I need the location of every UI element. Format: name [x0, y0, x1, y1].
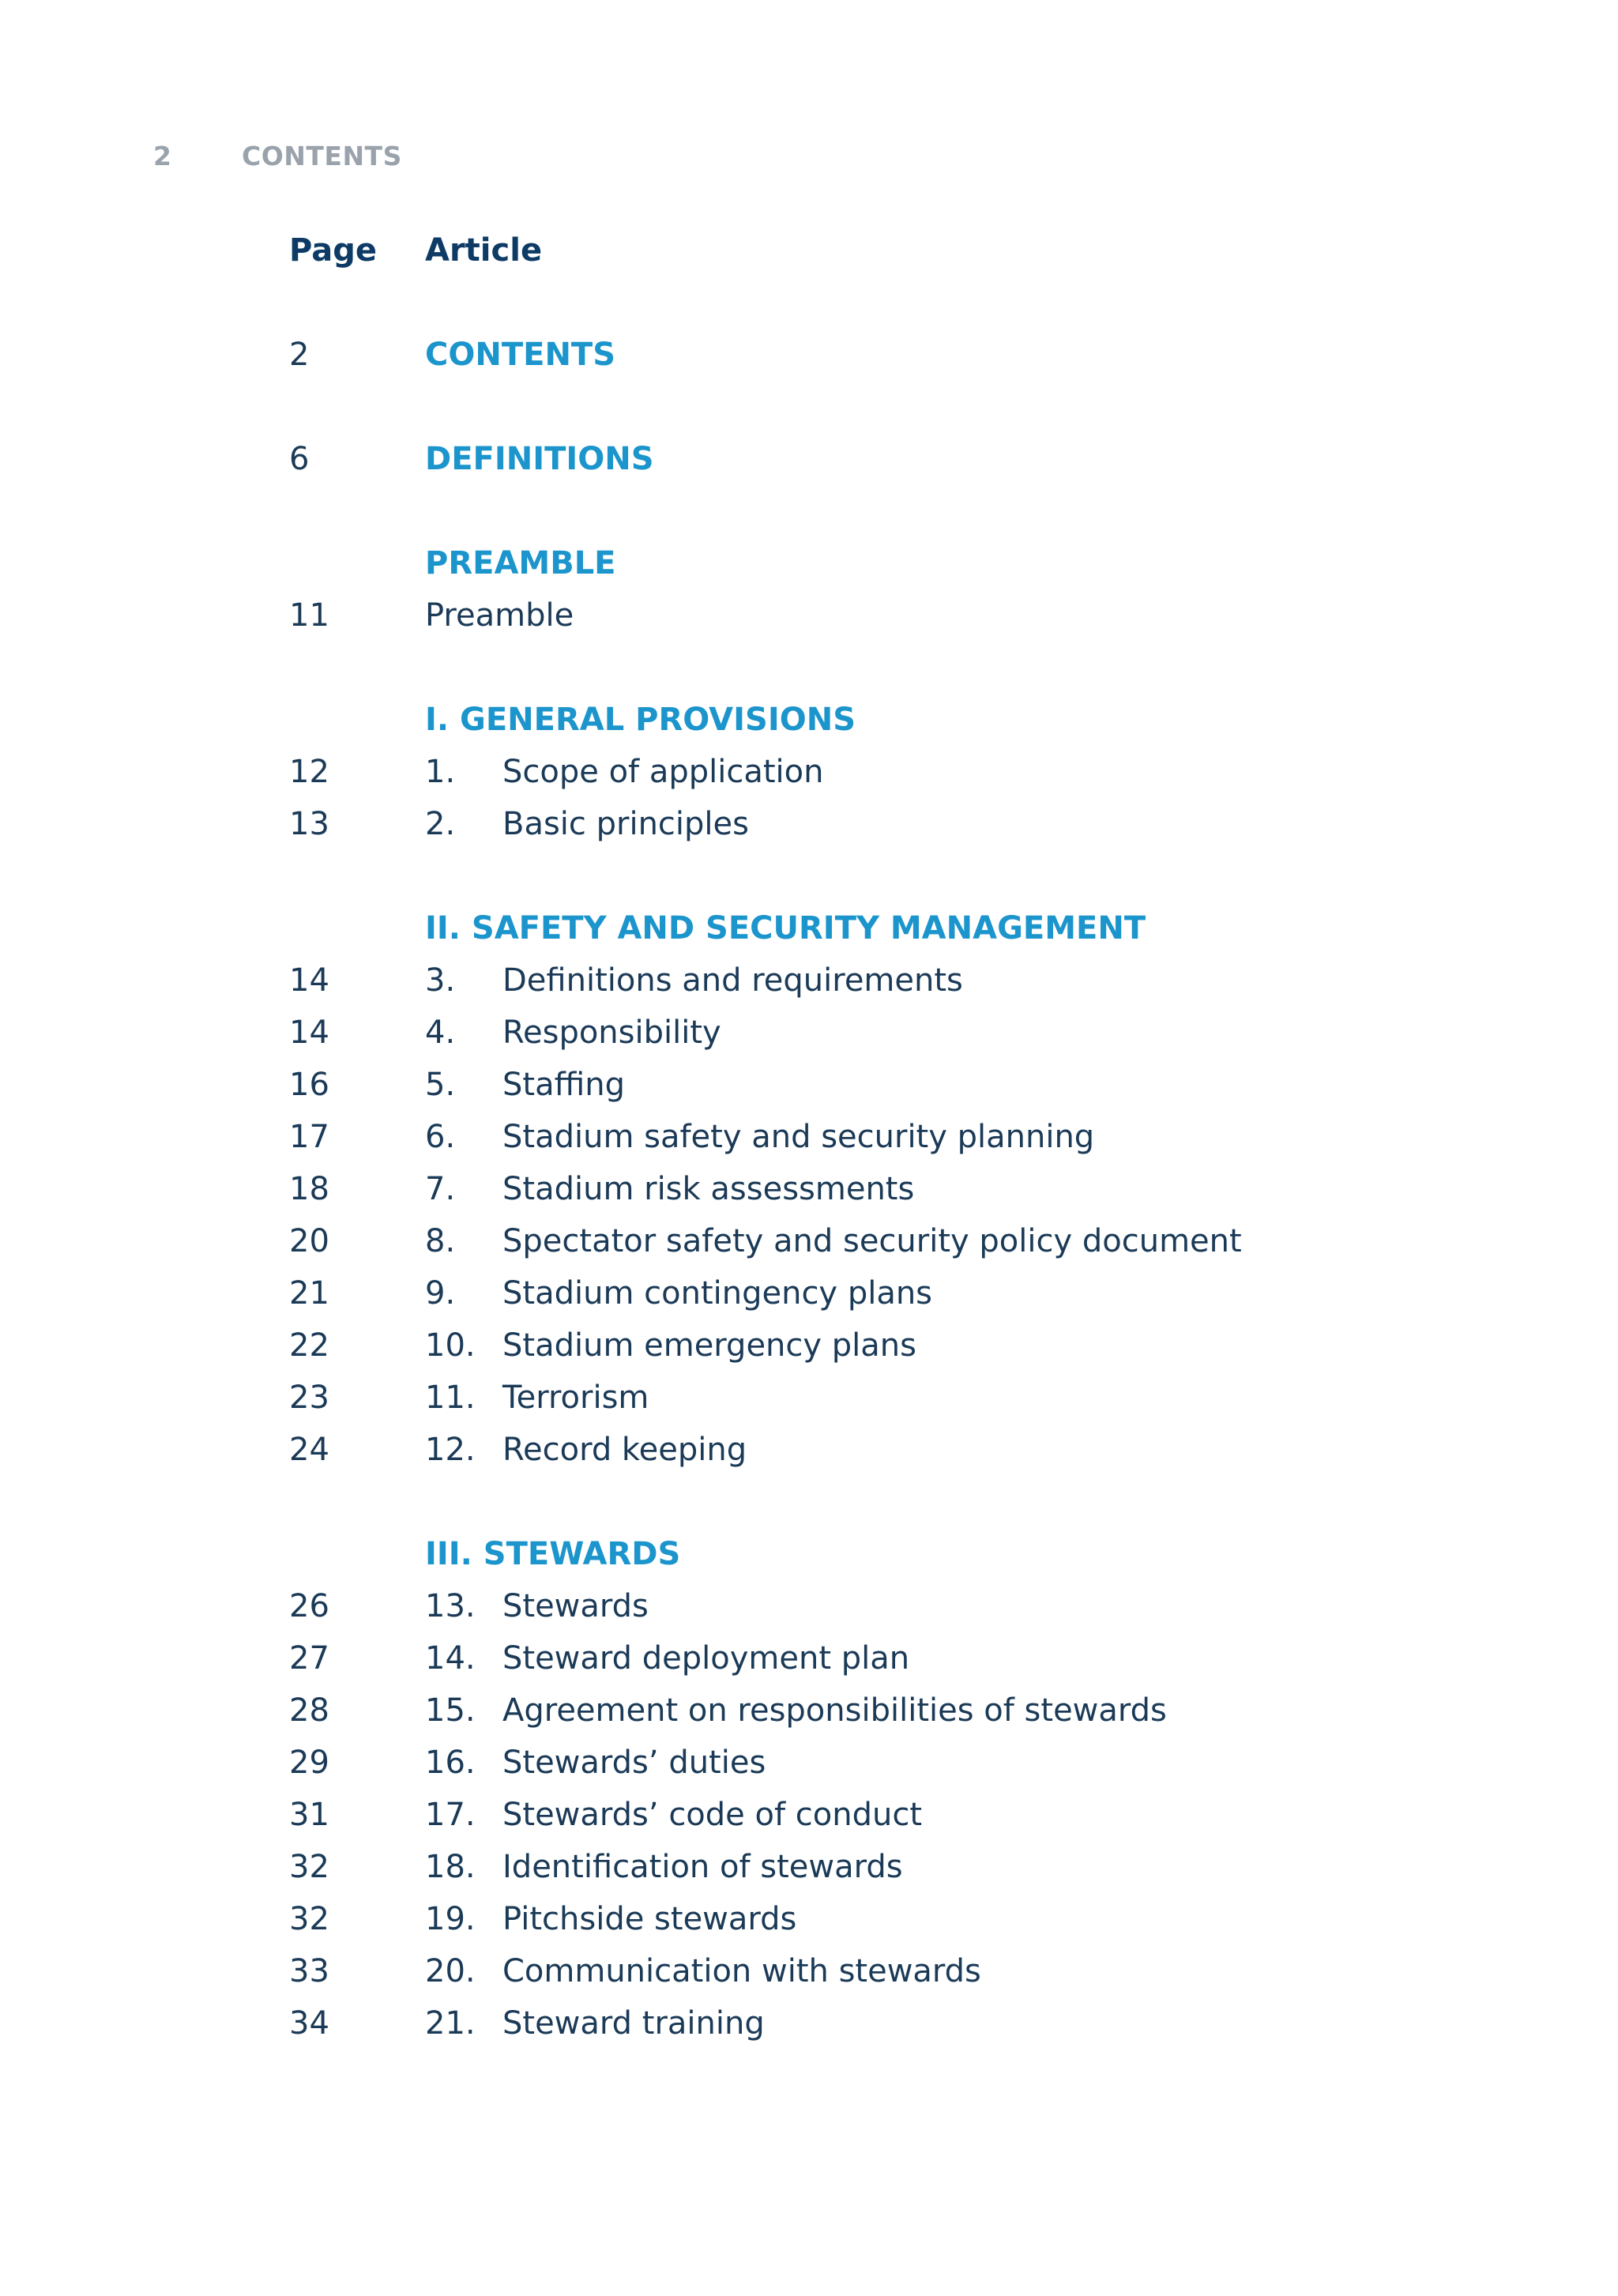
toc-entry-title[interactable]: Record keeping	[502, 1432, 747, 1468]
toc-page-number: 13	[289, 806, 329, 842]
toc-page-number: 29	[289, 1745, 329, 1781]
toc-entry-title[interactable]: Definitions and requirements	[502, 962, 963, 999]
toc-entry-title[interactable]: Scope of application	[502, 754, 824, 790]
toc-entry-title[interactable]: Spectator safety and security policy document	[502, 1223, 1242, 1259]
toc-page-number: 31	[289, 1797, 329, 1833]
article-number: 21.	[425, 2005, 476, 2042]
toc-page-number: 6	[289, 441, 310, 477]
toc-page-number: 28	[289, 1692, 329, 1729]
article-number: 17.	[425, 1797, 476, 1833]
toc-page-number: 27	[289, 1640, 329, 1677]
toc-page-number: 34	[289, 2005, 329, 2042]
toc-column-headers	[289, 224, 1522, 277]
toc-page-number: 20	[289, 1223, 329, 1259]
toc-entry[interactable]	[289, 1111, 1522, 1163]
article-number: 19.	[425, 1901, 476, 1937]
toc-page-number: 11	[289, 597, 329, 634]
running-header	[153, 141, 402, 171]
toc-page-number: 32	[289, 1901, 329, 1937]
section-heading-text[interactable]: II. SAFETY AND SECURITY MANAGEMENT	[425, 910, 1146, 947]
article-number: 18.	[425, 1849, 476, 1885]
toc-entry-title[interactable]: Pitchside stewards	[502, 1901, 797, 1937]
toc-entry[interactable]	[289, 1841, 1522, 1893]
toc-entry[interactable]	[289, 1997, 1522, 2049]
toc-entry-title[interactable]: Communication with stewards	[502, 1953, 981, 1989]
toc-heading-link[interactable]: DEFINITIONS	[425, 441, 654, 477]
section-heading[interactable]	[289, 537, 1522, 589]
article-number: 14.	[425, 1640, 476, 1677]
toc-entry-title[interactable]: Stewards	[502, 1588, 649, 1624]
toc-entry-title[interactable]: Basic principles	[502, 806, 749, 842]
toc-entry[interactable]	[289, 1632, 1522, 1684]
toc-page-number: 32	[289, 1849, 329, 1885]
table-of-contents	[289, 224, 1522, 2102]
toc-page-number: 33	[289, 1953, 329, 1989]
toc-entry[interactable]	[289, 1267, 1522, 1319]
toc-page-number: 16	[289, 1067, 329, 1103]
toc-entry-title[interactable]: Steward deployment plan	[502, 1640, 910, 1677]
toc-page-number: 14	[289, 962, 329, 999]
toc-entry[interactable]	[289, 589, 1522, 642]
section-heading-text[interactable]: III. STEWARDS	[425, 1536, 681, 1572]
section-heading-text[interactable]: PREAMBLE	[425, 545, 616, 582]
toc-page-number: 12	[289, 754, 329, 790]
toc-entry[interactable]	[289, 1580, 1522, 1632]
toc-section-general-provisions	[289, 694, 1522, 850]
toc-page-number: 2	[289, 337, 310, 373]
toc-entry-title[interactable]: Stewards’ code of conduct	[502, 1797, 922, 1833]
toc-page-number: 26	[289, 1588, 329, 1624]
toc-entry-title[interactable]: Agreement on responsibilities of stewards	[502, 1692, 1167, 1729]
toc-entry-title[interactable]: Identification of stewards	[502, 1849, 903, 1885]
toc-page-number: 14	[289, 1014, 329, 1051]
toc-entry[interactable]	[289, 1424, 1522, 1476]
section-heading[interactable]	[289, 694, 1522, 746]
toc-section-preamble	[289, 537, 1522, 642]
toc-entry-title[interactable]: Stadium safety and security planning	[502, 1119, 1095, 1155]
toc-section-safety-security-management	[289, 902, 1522, 1476]
running-page-number: 2	[153, 141, 172, 171]
toc-page-number: 17	[289, 1119, 329, 1155]
toc-entry[interactable]	[289, 1215, 1522, 1267]
toc-page-number: 22	[289, 1327, 329, 1364]
toc-entry[interactable]	[289, 1945, 1522, 1997]
toc-page-number: 21	[289, 1275, 329, 1312]
section-heading[interactable]	[289, 902, 1522, 954]
toc-entry[interactable]	[289, 1059, 1522, 1111]
toc-heading-link[interactable]: CONTENTS	[425, 337, 616, 373]
article-number: 3.	[425, 962, 456, 999]
article-number: 7.	[425, 1171, 456, 1207]
toc-entry[interactable]	[289, 798, 1522, 850]
section-heading-text[interactable]: I. GENERAL PROVISIONS	[425, 702, 856, 738]
article-number: 6.	[425, 1119, 456, 1155]
toc-entry[interactable]	[289, 1789, 1522, 1841]
toc-entry-title[interactable]: Stadium risk assessments	[502, 1171, 915, 1207]
article-number: 1.	[425, 754, 456, 790]
article-number: 5.	[425, 1067, 456, 1103]
article-number: 20.	[425, 1953, 476, 1989]
toc-entry-contents[interactable]	[289, 329, 1522, 381]
section-heading[interactable]	[289, 1528, 1522, 1580]
article-number: 10.	[425, 1327, 476, 1364]
article-number: 2.	[425, 806, 456, 842]
toc-entry[interactable]	[289, 954, 1522, 1007]
toc-entry[interactable]	[289, 746, 1522, 798]
toc-page-number: 24	[289, 1432, 329, 1468]
article-number: 13.	[425, 1588, 476, 1624]
toc-entry[interactable]	[289, 1372, 1522, 1424]
article-number: 12.	[425, 1432, 476, 1468]
toc-entry-title[interactable]: Terrorism	[502, 1379, 649, 1416]
toc-entry[interactable]	[289, 1737, 1522, 1789]
toc-entry-title[interactable]: Responsibility	[502, 1014, 721, 1051]
article-number: 15.	[425, 1692, 476, 1729]
toc-entry-title[interactable]: Steward training	[502, 2005, 765, 2042]
column-header-page: Page	[289, 232, 377, 269]
toc-entry-definitions[interactable]	[289, 433, 1522, 485]
article-number: 9.	[425, 1275, 456, 1312]
toc-section-stewards	[289, 1528, 1522, 2049]
article-number: 16.	[425, 1745, 476, 1781]
toc-entry-title[interactable]: Staffing	[502, 1067, 625, 1103]
toc-entry-title[interactable]: Stadium contingency plans	[502, 1275, 933, 1312]
toc-entry-title[interactable]: Stewards’ duties	[502, 1745, 766, 1781]
toc-page-number: 23	[289, 1379, 329, 1416]
toc-entry[interactable]	[289, 1007, 1522, 1059]
toc-entry[interactable]	[289, 1893, 1522, 1945]
column-header-article: Article	[425, 232, 543, 269]
toc-entry-title[interactable]: Preamble	[425, 597, 574, 634]
toc-entry-title[interactable]: Stadium emergency plans	[502, 1327, 916, 1364]
toc-entry[interactable]	[289, 1163, 1522, 1215]
toc-page-number: 18	[289, 1171, 329, 1207]
article-number: 8.	[425, 1223, 456, 1259]
toc-entry[interactable]	[289, 1319, 1522, 1372]
article-number: 4.	[425, 1014, 456, 1051]
running-title: CONTENTS	[242, 141, 402, 171]
toc-entry[interactable]	[289, 1684, 1522, 1737]
article-number: 11.	[425, 1379, 476, 1416]
